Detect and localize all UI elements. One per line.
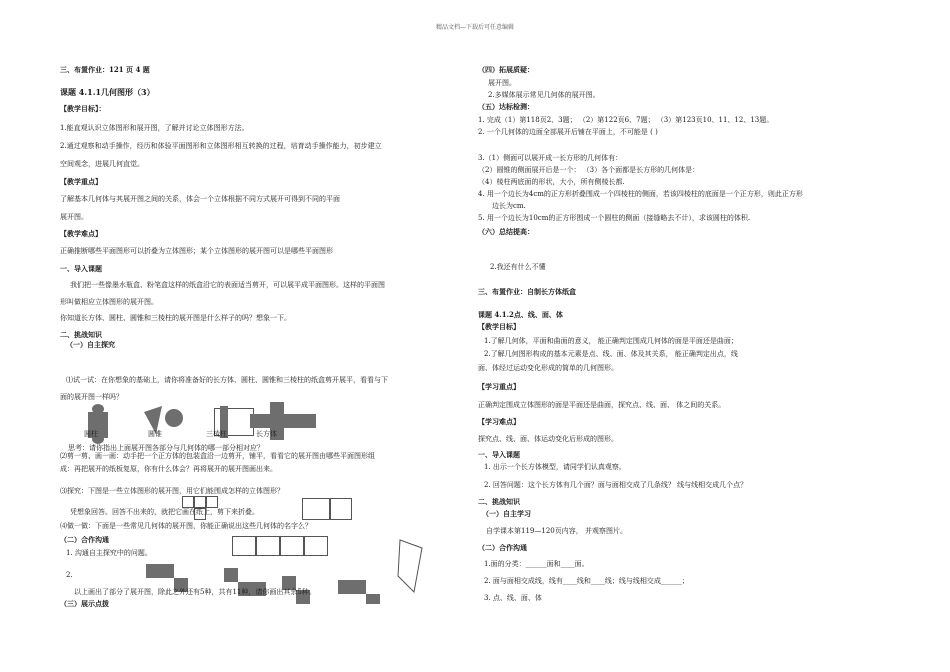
challenge-heading: 二、挑战知识: [60, 330, 102, 339]
study-key-heading: 【学习重点】: [478, 382, 520, 391]
self-study-text: 自学课本第119—120页内容， 并观察图片。: [486, 527, 627, 535]
check-3b: （2）圆锥的侧面展开后是一个： （3）各个面都是长方形的几何体是：: [478, 166, 700, 174]
coop-1: 1. 沟通自主探究中的问题。: [66, 549, 152, 557]
label-cone: 圆锥: [148, 430, 162, 438]
intro2-2: 2. 回答问题：这个长方体有几个面？面与面相交成了几条线？ 线与线相交成几个点？: [484, 481, 748, 489]
lesson2-title: 课题 4.1.2点、线、面、体: [478, 310, 563, 319]
check-4b: 边长为cm.: [492, 202, 526, 210]
coop-heading: （二）合作沟通: [60, 535, 109, 544]
goal2-2: 2.了解几何图形构成的基本元素是点、线、面、体及其关系， 能正确判定出点，线: [484, 350, 738, 358]
coop-3: 以上画出了部分了展开图，除此之外还有5种，共有11种，请你画出其余5种。: [74, 588, 316, 596]
goal2-1: 1.了解几何体，平面和曲面的意义， 能正确判定围成几何体的面是平面还是曲面；: [484, 337, 738, 345]
overlap-line-a: 凭想象回答。回答不出来的，就把它画在纸上，剪下来折叠。: [70, 508, 259, 516]
difficulty-heading: 【教学难点】: [60, 229, 102, 238]
think-line: 思考：请你指出上面展开图各部分与几何体的哪一部分相对应？: [68, 444, 264, 452]
study-difficulty-heading: 【学习难点】: [478, 417, 520, 426]
summary-2: 2.我还有什么不懂: [490, 263, 546, 271]
intro-text-a: 我们把一些像墨水瓶盒、粉笔盒这样的纸盒沿它的表面适当剪开，可以展平成平面图形。这样的平面图: [70, 281, 385, 289]
goal-1: 1.能直观认识立体图形和展开图，了解并讨论立体图形方法。: [60, 124, 249, 132]
key-heading: 【教学重点】: [60, 177, 102, 186]
show-heading: （三）展示点拨: [60, 599, 109, 608]
goal-2b: 空间观念，进展几何直觉。: [60, 160, 144, 168]
summary-heading: （六）总结提高：: [478, 227, 534, 236]
study-difficulty-text: 探究点、线、面、体运动变化后形成的图形。: [478, 435, 618, 443]
intro-heading: 一、导入课题: [60, 264, 102, 273]
lesson-title: 课题 4.1.1几何图形（3）: [60, 87, 155, 97]
question-1a: ⑴试一试：在你想象的基础上，请你将准备好的长方体、圆柱、圆锥和三棱柱的纸盒剪开展平，看看与下: [66, 376, 388, 384]
extend-1: 展开图。: [488, 79, 516, 87]
cuboid-net-band: [250, 414, 316, 428]
check-3a: 3.（1）侧面可以展开成一长方形的几何体有：: [478, 154, 623, 162]
coop2-2: 2. 面与面相交成线，线有____线和____线；线与线相交成______；: [484, 577, 689, 585]
key-text-b: 展开图。: [60, 213, 88, 221]
label-cylinder: 圆柱: [84, 430, 98, 438]
check-4a: 4. 用一个边长为4cm的正方形折叠围成一个四棱柱的侧面，若该四棱柱的底面是一个正方形，则此正方形: [478, 190, 803, 198]
goal-2a: 2.通过观察和动手操作，经历和体验平面图形和立体图形相互转换的过程，培育动手操作能力，初步建立: [60, 142, 382, 150]
goals-heading: 【教学目标】：: [60, 104, 106, 113]
check-5: 5. 用一个边长为10cm的正方形围成一个圆柱的侧面（接缝略去不计），求该圆柱的体积.: [478, 214, 751, 222]
coop2-1: 1.面的分类：______面和____面。: [484, 560, 589, 568]
self-study-heading: （一）自主学习: [482, 509, 531, 518]
intro2-heading: 一、导入课题: [478, 450, 520, 459]
goal2-3: 面、体经过运动变化形成的简单的几何图形。: [478, 364, 618, 372]
intro2-1: 1. 出示一个长方体模型，请同学们认真观察。: [484, 463, 626, 471]
goals2-heading: 【教学目标】: [478, 322, 520, 331]
triangular-net: [396, 536, 426, 596]
label-triangular-prism: 三棱柱: [206, 430, 227, 438]
question-2a: ⑵剪一剪、画一画：动手把一个正方体的包装盒沿一边剪开，铺平，看看它的展开图由哪些平面图形组: [60, 452, 375, 460]
label-cuboid: 长方体: [256, 430, 277, 438]
coop-2: 2.: [66, 571, 73, 579]
check-heading: （五）达标检测：: [478, 102, 534, 111]
homework-top: 三、布置作业：121 页 4 题: [60, 65, 150, 74]
question-3: ⑶探究：下图是一些立体图形的展开图，用它们能围成怎样的立体图形？: [60, 487, 284, 495]
check-3c: （4）棱柱两底面的形状，大小，所有侧棱长都.: [478, 178, 625, 186]
intro-text-b: 形叫做相应立体图形的展开图。: [60, 298, 158, 306]
key-text-a: 了解基本几何体与其展开图之间的关系，体会一个立体根据不同方式展开可得到不同的平面: [60, 195, 340, 203]
challenge2-heading: 二、挑战知识: [478, 497, 520, 506]
extend-2: 2.多媒体展示常见几何体的展开图。: [488, 91, 600, 99]
cylinder-net-top: [92, 404, 104, 414]
check-2: 2. 一个几何体的边面全部展开后铺在平面上，不可能是 ( ): [478, 128, 658, 136]
question-1b: 面的展开图一样吗？: [60, 393, 123, 401]
extend-heading: （四）拓展质疑：: [478, 65, 534, 74]
intro-text-c: 你知道长方体、圆柱、圆锥和三棱柱的展开图是什么样子的吗？想象一下。: [60, 314, 291, 322]
header-note: 精品文档—下载后可任意编辑: [435, 24, 514, 31]
self-explore-heading: （一）自主探究: [66, 340, 115, 349]
coop2-3: 3. 点、线、面、体: [484, 594, 542, 602]
homework: 三、布置作业：自制长方体纸盒: [478, 287, 576, 296]
study-key-text: 正确判定围成立体图形的面是平面还是曲面，探究点、线、面、 体之间的关系。: [478, 401, 726, 409]
coop2-heading: （二）合作沟通: [478, 543, 527, 552]
cuboid-net-top: [270, 402, 284, 414]
question-2b: 成：再把展开的纸板复原，你有什么体会？再将展开的展开图画出来。: [60, 465, 277, 473]
overlap-line-b: ⑷做一做：下面是一些常见几何体的展开图，你能正确说出这些几何体的名字么？: [60, 522, 312, 530]
check-1: 1. 完成（1）第118页2、3题； （2）第122页6、7题； （3）第123页10、11、12、13题。: [478, 116, 774, 124]
difficulty-text: 正确推断哪些平面图形可以折叠为立体图形；某个立体图形的展开图可以是哪些平面图形: [60, 247, 333, 255]
